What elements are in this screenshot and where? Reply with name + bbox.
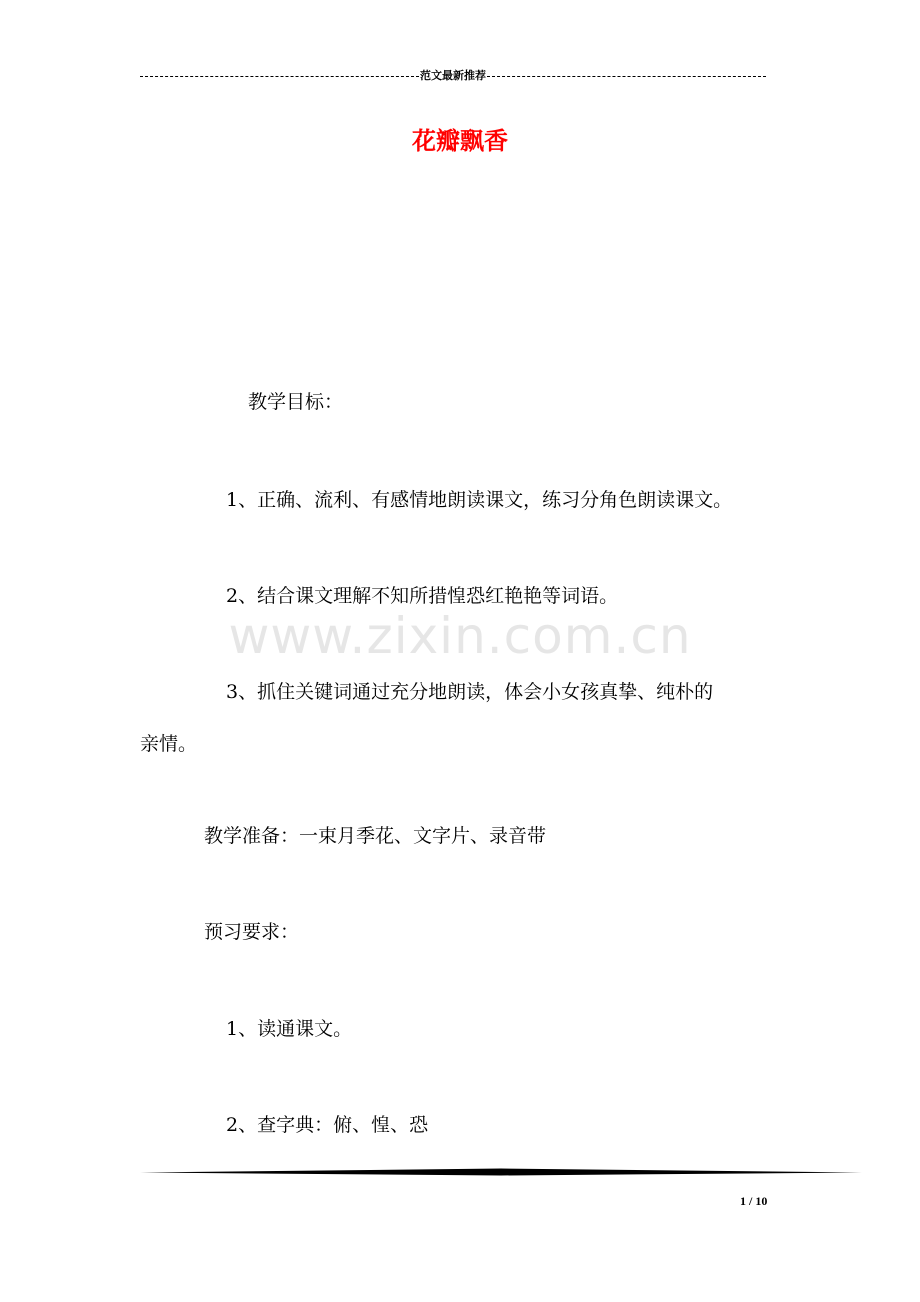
paragraph-goal-3-continued: 亲情。 — [140, 733, 198, 755]
paragraph-goal-1: 1、正确、流利、有感情地朗读课文，练习分角色朗读课文。 — [226, 489, 733, 511]
document-title: 花瓣飘香 — [412, 127, 508, 155]
paragraph-preparation: 教学准备：一束月季花、文字片、录音带 — [204, 825, 547, 847]
watermark: www.zixin.com.cn — [228, 607, 692, 665]
paragraph-preview-1: 1、读通课文。 — [226, 1018, 353, 1040]
paragraph-preview-2: 2、查字典：俯、惶、恐 — [226, 1114, 429, 1136]
footer-rule — [140, 1168, 862, 1176]
paragraph-preview-requirements: 预习要求： — [204, 921, 300, 943]
header-label: 范文最新推荐 — [420, 69, 486, 82]
page-number: 1 / 10 — [740, 1194, 768, 1208]
header-dash-right — [487, 76, 766, 77]
paragraph-goal-3: 3、抓住关键词通过充分地朗读，体会小女孩真挚、纯朴的 — [226, 681, 714, 703]
paragraph-teaching-goals: 教学目标： — [248, 391, 344, 413]
page-header — [140, 68, 766, 84]
header-dash-left — [140, 76, 419, 77]
paragraph-goal-2: 2、结合课文理解不知所措惶恐红艳艳等词语。 — [226, 585, 619, 607]
